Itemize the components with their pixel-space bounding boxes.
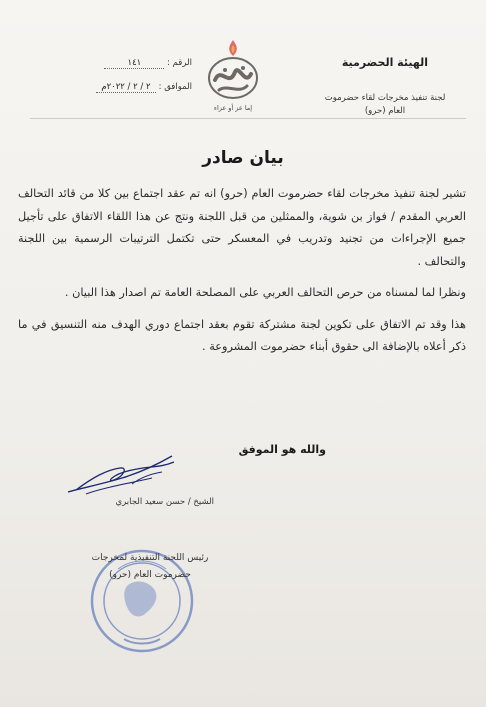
signer-name: الشيخ / حسن سعيد الجابري	[115, 497, 214, 507]
body-paragraph: هذا وقد تم الاتفاق على تكوين لجنة مشتركة تقوم بعقد اجتماع دوري الهدف منه التنسيق في ما ذكر أعلاه بالإضافة الى حقوق أبناء حضرموت المشروعة .	[18, 317, 466, 353]
chair-title-line2: حضرموت العام (حرو)	[109, 570, 191, 580]
handwritten-signature-icon	[62, 448, 182, 503]
date-label: الموافق :	[158, 82, 192, 92]
body-paragraph: ونظرا لما لمسناه من حرص التحالف العربي على المصلحة العامة تم اصدار هذا البيان .	[64, 286, 466, 299]
document-date	[42, 82, 192, 93]
reference-label: الرقم :	[167, 58, 192, 68]
logo-motto: إما عز أو عزاء	[213, 104, 253, 112]
closing-line: والله هو الموفق	[238, 443, 326, 456]
organization-logo-icon	[205, 36, 261, 106]
header-divider	[30, 118, 466, 119]
statement-title: بيان صادر	[202, 148, 284, 168]
reference-number	[42, 58, 192, 69]
committee-chair-title	[70, 550, 230, 584]
organization-subtitle	[300, 92, 470, 118]
date-value: ٢ / ٢ / ٢٠٢٢م	[96, 82, 156, 93]
statement-body	[18, 183, 466, 368]
body-paragraph: تشير لجنة تنفيذ مخرجات لقاء حضرموت العام (حرو) انه تم عقد اجتماع بين كلا من قائد التحالف العربي المقدم / فواز بن شوية، والممثلين من قبل اللجنة ونتج عن هذا اللقاء الاتفاق على تأجيل جميع الإجراءات من تجنيد وتدريب في المعسكر حتى تكتمل الترتيبات الرسمية بين اللجنة والتحالف .	[18, 187, 466, 268]
organization-subtitle-line1: لجنة تنفيذ مخرجات لقاء حضرموت	[324, 93, 446, 103]
organization-subtitle-line2: العام (حرو)	[364, 106, 406, 116]
organization-name: الهيئة الحضرمية	[341, 56, 428, 69]
reference-value: ١٤١	[104, 58, 164, 69]
chair-title-line1: رئيس اللجنة التنفيذية لمخرجات	[91, 553, 209, 563]
